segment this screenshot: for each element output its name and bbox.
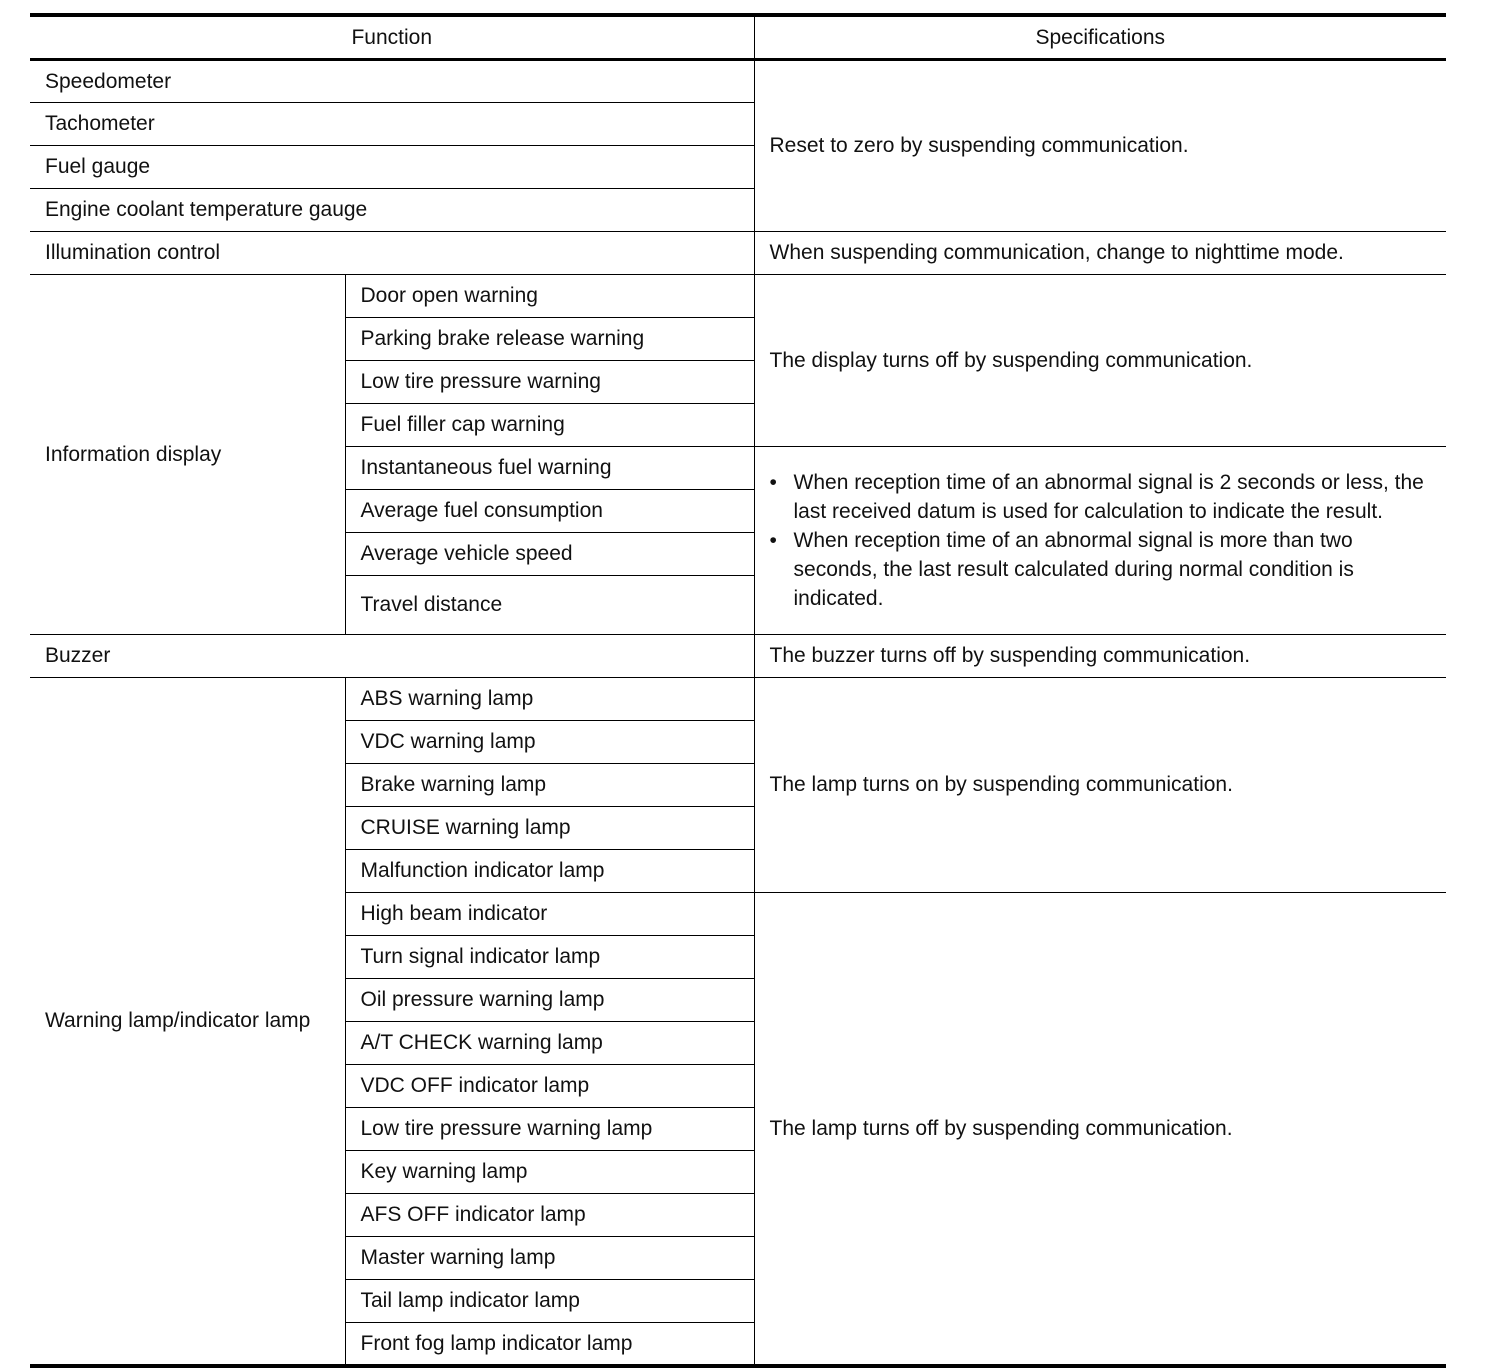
header-specifications: Specifications: [754, 15, 1446, 60]
sub-function-cell: AFS OFF indicator lamp: [345, 1194, 754, 1237]
table-row: [30, 678, 1446, 721]
group-cell-information-display: Information display: [30, 275, 345, 635]
sub-function-cell: VDC warning lamp: [345, 721, 754, 764]
spec-bullet-item: • When reception time of an abnormal signal is 2 seconds or less, the last received datum is used for calculation to indicate the result.: [770, 468, 1432, 526]
table-header-row: [30, 15, 1446, 60]
sub-function-cell: Tail lamp indicator lamp: [345, 1280, 754, 1323]
sub-function-cell: Malfunction indicator lamp: [345, 850, 754, 893]
sub-function-cell: Low tire pressure warning lamp: [345, 1108, 754, 1151]
sub-function-cell: Low tire pressure warning: [345, 361, 754, 404]
function-cell: Speedometer: [30, 60, 754, 103]
spec-bullet-list: [770, 468, 1432, 613]
sub-function-cell: A/T CHECK warning lamp: [345, 1022, 754, 1065]
spec-cell: The lamp turns off by suspending communication.: [754, 893, 1446, 1366]
sub-function-cell: Master warning lamp: [345, 1237, 754, 1280]
spec-cell: Reset to zero by suspending communication.: [754, 60, 1446, 232]
sub-function-cell: Turn signal indicator lamp: [345, 936, 754, 979]
group-cell-warning-lamp: Warning lamp/indicator lamp: [30, 678, 345, 1366]
spec-cell: When suspending communication, change to nighttime mode.: [754, 232, 1446, 275]
sub-function-cell: Average fuel consumption: [345, 490, 754, 533]
table-row: [30, 275, 1446, 318]
table-row: [30, 232, 1446, 275]
sub-function-cell: Average vehicle speed: [345, 533, 754, 576]
sub-function-cell: Fuel filler cap warning: [345, 404, 754, 447]
fail-safe-table: [30, 13, 1446, 1368]
spec-bullet-item: • When reception time of an abnormal signal is more than two seconds, the last result calculated during normal condition is indicated.: [770, 526, 1432, 613]
table-row: [30, 635, 1446, 678]
spec-cell: The buzzer turns off by suspending communication.: [754, 635, 1446, 678]
sub-function-cell: Front fog lamp indicator lamp: [345, 1323, 754, 1366]
table-row: [30, 60, 1446, 103]
sub-function-cell: ABS warning lamp: [345, 678, 754, 721]
sub-function-cell: Parking brake release warning: [345, 318, 754, 361]
function-cell: Illumination control: [30, 232, 754, 275]
sub-function-cell: CRUISE warning lamp: [345, 807, 754, 850]
function-cell: Tachometer: [30, 103, 754, 146]
sub-function-cell: Brake warning lamp: [345, 764, 754, 807]
sub-function-cell: High beam indicator: [345, 893, 754, 936]
function-cell: Engine coolant temperature gauge: [30, 189, 754, 232]
sub-function-cell: Travel distance: [345, 576, 754, 635]
sub-function-cell: Door open warning: [345, 275, 754, 318]
header-function: Function: [30, 15, 754, 60]
spec-cell: The lamp turns on by suspending communication.: [754, 678, 1446, 893]
sub-function-cell: Oil pressure warning lamp: [345, 979, 754, 1022]
spec-cell: The display turns off by suspending communication.: [754, 275, 1446, 447]
spec-cell-bulleted: [754, 447, 1446, 635]
function-cell: Fuel gauge: [30, 146, 754, 189]
sub-function-cell: VDC OFF indicator lamp: [345, 1065, 754, 1108]
function-cell: Buzzer: [30, 635, 754, 678]
sub-function-cell: Instantaneous fuel warning: [345, 447, 754, 490]
sub-function-cell: Key warning lamp: [345, 1151, 754, 1194]
